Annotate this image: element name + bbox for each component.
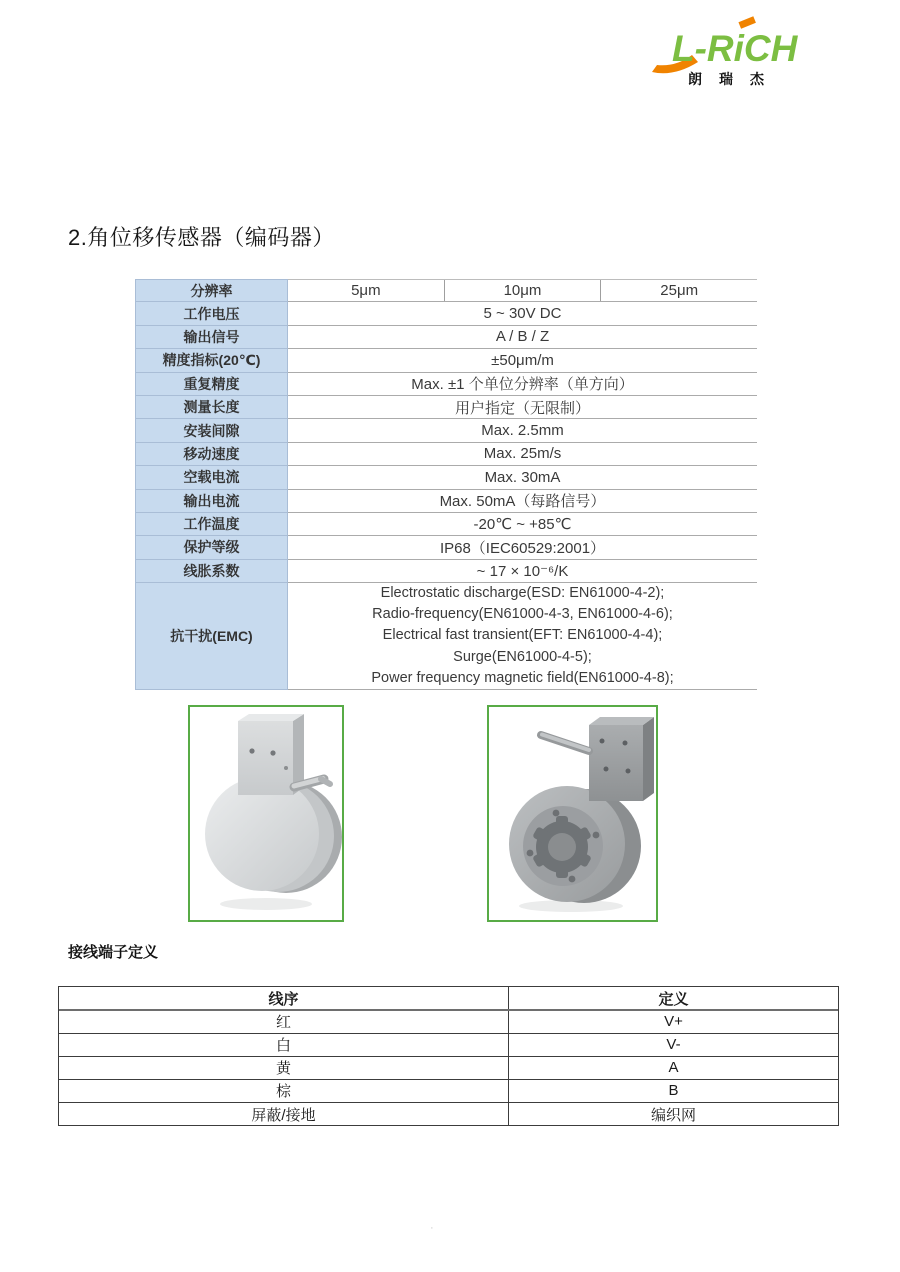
- brand-logo-graphic: [648, 14, 853, 92]
- terminal-wire: 红: [59, 1011, 509, 1033]
- spec-label: 分辨率: [135, 279, 288, 302]
- encoder-image-solid-shaft: [188, 705, 344, 922]
- terminal-table-row: [59, 1103, 838, 1126]
- terminal-definition: V+: [664, 1013, 683, 1031]
- spec-label: 抗干扰(EMC): [135, 583, 288, 690]
- terminal-wire: 屏蔽/接地: [59, 1103, 509, 1126]
- spec-row-emc: [135, 583, 757, 690]
- emc-line: Radio-frequency(EN61000-4-3, EN61000-4-6);: [372, 606, 673, 623]
- terminal-table-row: [59, 1034, 838, 1057]
- spec-value: A / B / Z: [288, 326, 757, 349]
- spec-label: 空载电流: [135, 466, 288, 489]
- terminal-table-row: [59, 1011, 838, 1034]
- spec-value: 5 ~ 30V DC: [288, 302, 757, 325]
- spec-row: [135, 443, 757, 466]
- spec-value: ~ 17 × 10⁻⁶/K: [288, 560, 757, 583]
- terminal-wire: 白: [59, 1034, 509, 1056]
- spec-value: 用户指定（无限制）: [288, 396, 757, 419]
- spec-label: 精度指标(20℃): [135, 349, 288, 372]
- spec-label: 工作电压: [135, 302, 288, 325]
- spec-emc-value: [288, 583, 757, 690]
- spec-row: [135, 513, 757, 536]
- spec-resolution-value: 10μm: [444, 280, 601, 301]
- spec-row: [135, 466, 757, 489]
- spec-label: 工作温度: [135, 513, 288, 536]
- encoder-render-left: [190, 707, 342, 920]
- terminal-wire: 棕: [59, 1080, 509, 1102]
- spec-value: Max. 30mA: [288, 466, 757, 489]
- spec-row-resolution: [135, 279, 757, 302]
- emc-line: Power frequency magnetic field(EN61000-4-8);: [371, 669, 674, 686]
- spec-row: [135, 396, 757, 419]
- spec-row: [135, 373, 757, 396]
- logo-i-accent: [738, 16, 755, 28]
- emc-line: Surge(EN61000-4-5);: [453, 648, 592, 665]
- terminal-table-row: [59, 1080, 838, 1103]
- terminal-table-header-row: [59, 987, 838, 1011]
- spec-label: 线胀系数: [135, 560, 288, 583]
- spec-label: 输出电流: [135, 490, 288, 513]
- terminal-definition: B: [668, 1082, 679, 1100]
- brand-logo: [648, 14, 853, 92]
- spec-label: 测量长度: [135, 396, 288, 419]
- terminal-definition: A: [668, 1059, 679, 1077]
- spec-label: 输出信号: [135, 326, 288, 349]
- spec-value: IP68（IEC60529:2001）: [288, 536, 757, 559]
- emc-line: Electrostatic discharge(ESD: EN61000-4-2);: [380, 585, 665, 602]
- spec-label: 移动速度: [135, 443, 288, 466]
- spec-value: -20℃ ~ +85℃: [288, 513, 757, 536]
- terminal-table-row: [59, 1057, 838, 1080]
- spec-row: [135, 490, 757, 513]
- logo-brand-text: L-RiCH: [672, 28, 798, 69]
- spec-row: [135, 536, 757, 559]
- spec-label: 安装间隙: [135, 419, 288, 442]
- spec-row: [135, 302, 757, 325]
- spec-row: [135, 560, 757, 583]
- encoder-image-hollow-shaft: [487, 705, 658, 922]
- spec-resolution-value: 5μm: [351, 282, 381, 300]
- spec-value: Max. 50mA（每路信号）: [288, 490, 757, 513]
- page-title: 2.角位移传感器（编码器）: [68, 225, 335, 250]
- terminal-definition: 编织网: [650, 1106, 696, 1124]
- footer-mark: ·: [430, 1222, 434, 1234]
- terminal-section-heading: 接线端子定义: [68, 944, 159, 961]
- spec-value: Max. 2.5mm: [288, 419, 757, 442]
- terminal-definition: V-: [666, 1036, 681, 1054]
- logo-subtext: 朗瑞杰: [688, 71, 781, 87]
- encoder-render-right: [489, 707, 656, 920]
- terminal-table: [58, 986, 839, 1126]
- spec-row: [135, 349, 757, 372]
- spec-label: 保护等级: [135, 536, 288, 559]
- spec-table: [135, 279, 757, 690]
- spec-value: Max. ±1 个单位分辨率（单方向）: [288, 373, 757, 396]
- terminal-col-header-wire: 线序: [59, 987, 509, 1009]
- spec-label: 重复精度: [135, 373, 288, 396]
- spec-row: [135, 419, 757, 442]
- terminal-wire: 黄: [59, 1057, 509, 1079]
- spec-row: [135, 326, 757, 349]
- spec-value: Max. 25m/s: [288, 443, 757, 466]
- emc-line: Electrical fast transient(EFT: EN61000-4-4);: [382, 627, 663, 644]
- terminal-col-header-definition: 定义: [658, 990, 689, 1008]
- spec-value: ±50μm/m: [288, 349, 757, 372]
- spec-resolution-value: 25μm: [600, 280, 757, 301]
